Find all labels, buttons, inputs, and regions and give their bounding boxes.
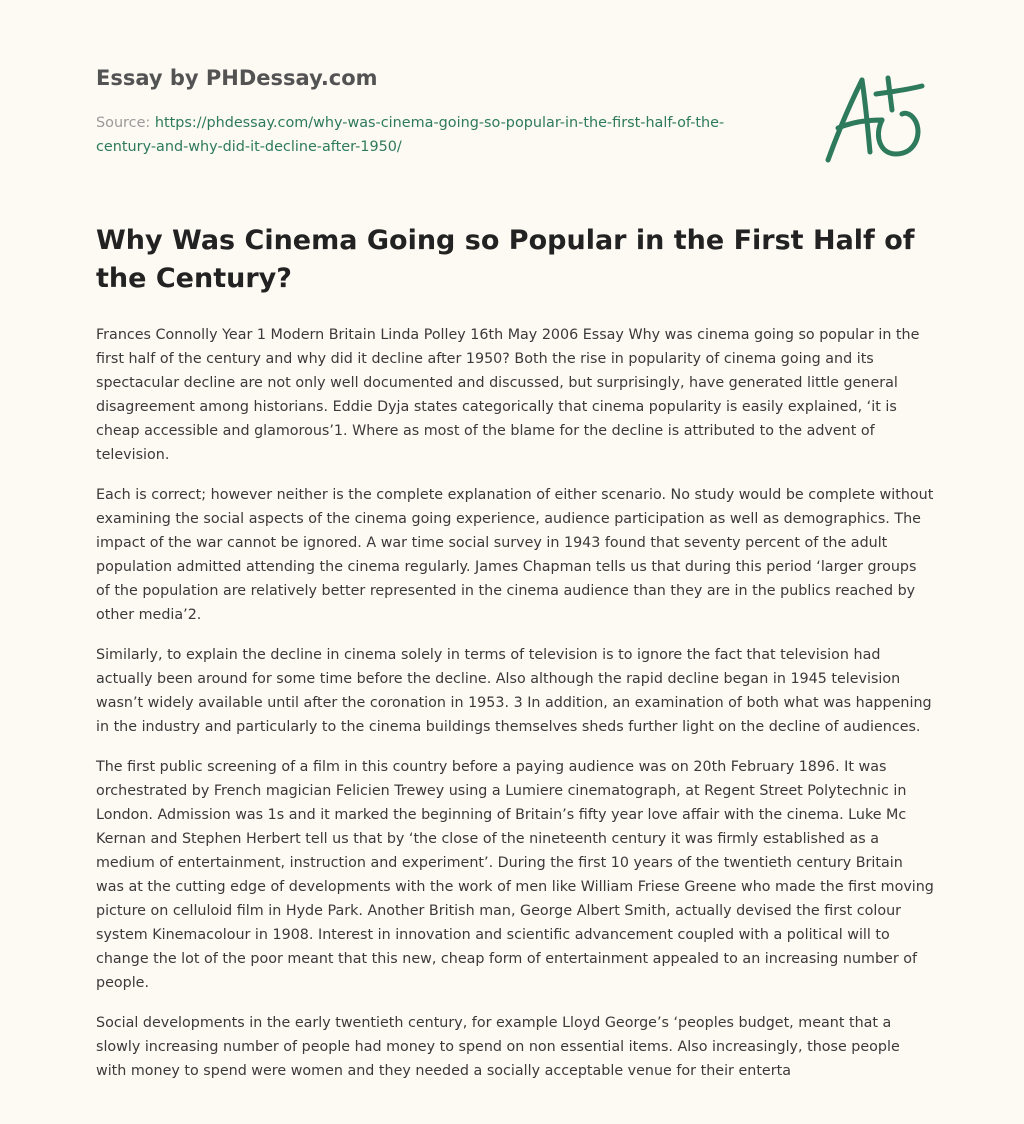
paragraph: Similarly, to explain the decline in cinema solely in terms of television is to ignore the fact that television had actually been around for some time before the decline. Also although the rapid decline began in 1945 television wasn’t widely available until after the coronation in 1953. 3 In addition, an examination of both what was happening in the industry and particularly to the cinema buildings themselves sheds further light on the decline of audiences. — [96, 647, 932, 735]
paragraph: The first public screening of a film in this country before a paying audience was on 20th February 1896. It was orchestrated by French magician Felicien Trewey using a Lumiere cinematograph, at Regent Street Polytechnic in London. Admission was 1s and it marked the beginning of Britain’s fifty year love affair with the cinema. Luke Mc Kernan and Stephen Herbert tell us that by ‘the close of the nineteenth century it was firmly established as a medium of entertainment, instruction and experiment’. During the first 10 years of the twentieth century Britain was at the cutting edge of developments with the work of men like William Friese Greene who made the first moving picture on celluloid film in Hyde Park. Another British man, George Albert Smith, actually devised the first colour system Kinemacolour in 1908. Interest in innovation and scientific advancement coupled with a political will to change the lot of the poor meant that this new, cheap form of entertainment appealed to an increasing number of people. — [96, 759, 934, 991]
paragraph: Frances Connolly Year 1 Modern Britain Linda Polley 16th May 2006 Essay Why was cinema going so popular in the first half of the century and why did it decline after 1950? Both the rise in popularity of cinema going and its spectacular decline are not only well documented and discussed, but surprisingly, have generated little general disagreement among historians. Eddie Dyja states categorically that cinema popularity is easily explained, ‘it is cheap accessible and glamorous’1. Where as most of the blame for the decline is attributed to the advent of television. — [96, 327, 920, 463]
paragraph: Social developments in the early twentieth century, for example Lloyd George’s ‘peoples budget, meant that a slowly increasing number of people had money to spend on non essential items. Also increasingly, those people with money to spend were women and they needed a socially acceptable venue for their enterta — [96, 1015, 900, 1079]
site-title: Essay by PHDessay.com — [96, 66, 378, 90]
article-body — [96, 323, 934, 1099]
source-link[interactable]: https://phdessay.com/why-was-cinema-going-so-popular-in-the-first-half-of-the-century-and-why-did-it-decline-after-1950/ — [96, 115, 725, 155]
paragraph: Each is correct; however neither is the complete explanation of either scenario. No study would be complete without examining the social aspects of the cinema going experience, audience participation as well as demographics. The impact of the war cannot be ignored. A war time social survey in 1943 found that seventy percent of the adult population admitted attending the cinema regularly. James Chapman tells us that during this period ‘larger groups of the population are relatively better represented in the cinema audience than they are in the publics reached by other media’2. — [96, 487, 934, 623]
a-plus-logo-icon — [822, 70, 928, 166]
source-line — [96, 111, 756, 159]
article-title: Why Was Cinema Going so Popular in the First Half of the Century? — [96, 225, 915, 294]
source-label: Source: — [96, 115, 155, 131]
